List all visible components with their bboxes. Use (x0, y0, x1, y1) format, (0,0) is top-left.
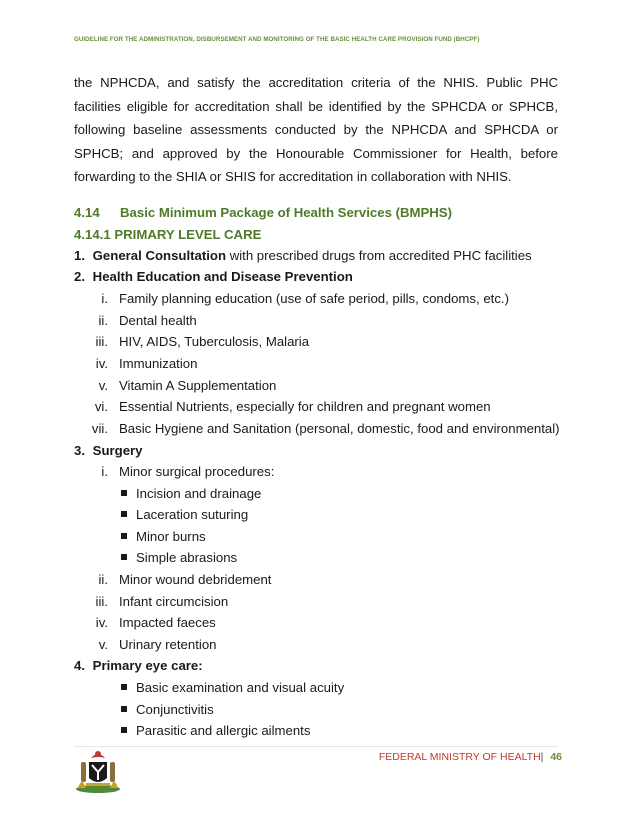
bullet-item: Basic examination and visual acuity (121, 680, 344, 695)
item-number: 4. (74, 658, 85, 673)
bullet-item: Laceration suturing (121, 507, 248, 522)
item-number: 1. (74, 248, 85, 263)
list-item-2 (74, 269, 353, 284)
sub-item: Dental health (119, 313, 197, 328)
sub-item: Minor wound debridement (119, 572, 272, 587)
sub-item-number: i. (101, 291, 108, 306)
sub-item: Immunization (119, 356, 198, 371)
item-text: with prescribed drugs from accredited PHC facilities (226, 248, 532, 263)
subsection-title: PRIMARY LEVEL CARE (114, 227, 262, 242)
section-heading (74, 205, 452, 220)
footer (379, 751, 562, 763)
footer-divider (74, 746, 558, 747)
sub-item: Impacted faeces (119, 615, 216, 630)
sub-item: Minor surgical procedures: (119, 464, 275, 479)
sub-item-number: ii. (98, 313, 108, 328)
sub-item-number: v. (98, 637, 108, 652)
item-number: 3. (74, 443, 85, 458)
item-title: General Consultation (92, 248, 227, 263)
sub-item-number: iv. (95, 356, 108, 371)
footer-separator: | (540, 751, 544, 763)
item-title: Health Education and Disease Prevention (92, 269, 353, 284)
sub-item-number: vii. (91, 421, 108, 436)
item-title: Surgery (92, 443, 143, 458)
list-item-1 (74, 248, 532, 263)
sub-item-number: vi. (94, 399, 108, 414)
bullet-item: Parasitic and allergic ailments (121, 723, 310, 738)
sub-item-number: v. (98, 378, 108, 393)
sub-item-number: iv. (95, 615, 108, 630)
item-title: Primary eye care: (92, 658, 203, 673)
sub-item: Vitamin A Supplementation (119, 378, 277, 393)
bullet-item: Conjunctivitis (121, 702, 214, 717)
bullet-item: Minor burns (121, 529, 206, 544)
square-bullet-icon (121, 727, 127, 733)
subsection-heading (74, 227, 261, 242)
sub-item-number: ii. (98, 572, 108, 587)
sub-item-number: iii. (95, 594, 108, 609)
bullet-item: Incision and drainage (121, 486, 261, 501)
square-bullet-icon (121, 706, 127, 712)
list-item-4 (74, 658, 203, 673)
bullet-item: Simple abrasions (121, 550, 237, 565)
list-item-3 (74, 443, 143, 458)
sub-item: Urinary retention (119, 637, 217, 652)
sub-item: Family planning education (use of safe period, pills, condoms, etc.) (119, 291, 509, 306)
sub-item-number: iii. (95, 334, 108, 349)
subsection-number: 4.14.1 (74, 227, 111, 242)
running-header: GUIDELINE FOR THE ADMINISTRATION, DISBURSEMENT AND MONITORING OF THE BASIC HEALTH CARE PROVISION FUND (BHCPF) (74, 36, 480, 43)
sub-item: Basic Hygiene and Sanitation (personal, domestic, food and environmental) (119, 421, 560, 436)
section-number: 4.14 (74, 205, 100, 220)
coat-of-arms-icon (72, 748, 124, 794)
square-bullet-icon (121, 533, 127, 539)
sub-item-number: i. (101, 464, 108, 479)
square-bullet-icon (121, 684, 127, 690)
page-number: 46 (550, 751, 562, 763)
sub-item: Infant circumcision (119, 594, 229, 609)
item-number: 2. (74, 269, 85, 284)
square-bullet-icon (121, 490, 127, 496)
footer-org: FEDERAL MINISTRY OF HEALTH (378, 751, 541, 763)
sub-item: HIV, AIDS, Tuberculosis, Malaria (119, 334, 310, 349)
section-title: Basic Minimum Package of Health Services (BMPHS) (120, 205, 452, 220)
sub-item: Essential Nutrients, especially for children and pregnant women (119, 399, 491, 414)
square-bullet-icon (121, 511, 127, 517)
square-bullet-icon (121, 554, 127, 560)
intro-paragraph: the NPHCDA, and satisfy the accreditation criteria of the NHIS. Public PHC facilities eligible for accreditation shall be identified by the SPHCDA or SPHCB, following baseline assessments conducted by the NPHCDA and SPHCDA or SPHCB; and approved by the Honourable Commissioner for Health, before forwarding to the SHIA or SHIS for accreditation in collaboration with NHIS. (74, 75, 558, 184)
